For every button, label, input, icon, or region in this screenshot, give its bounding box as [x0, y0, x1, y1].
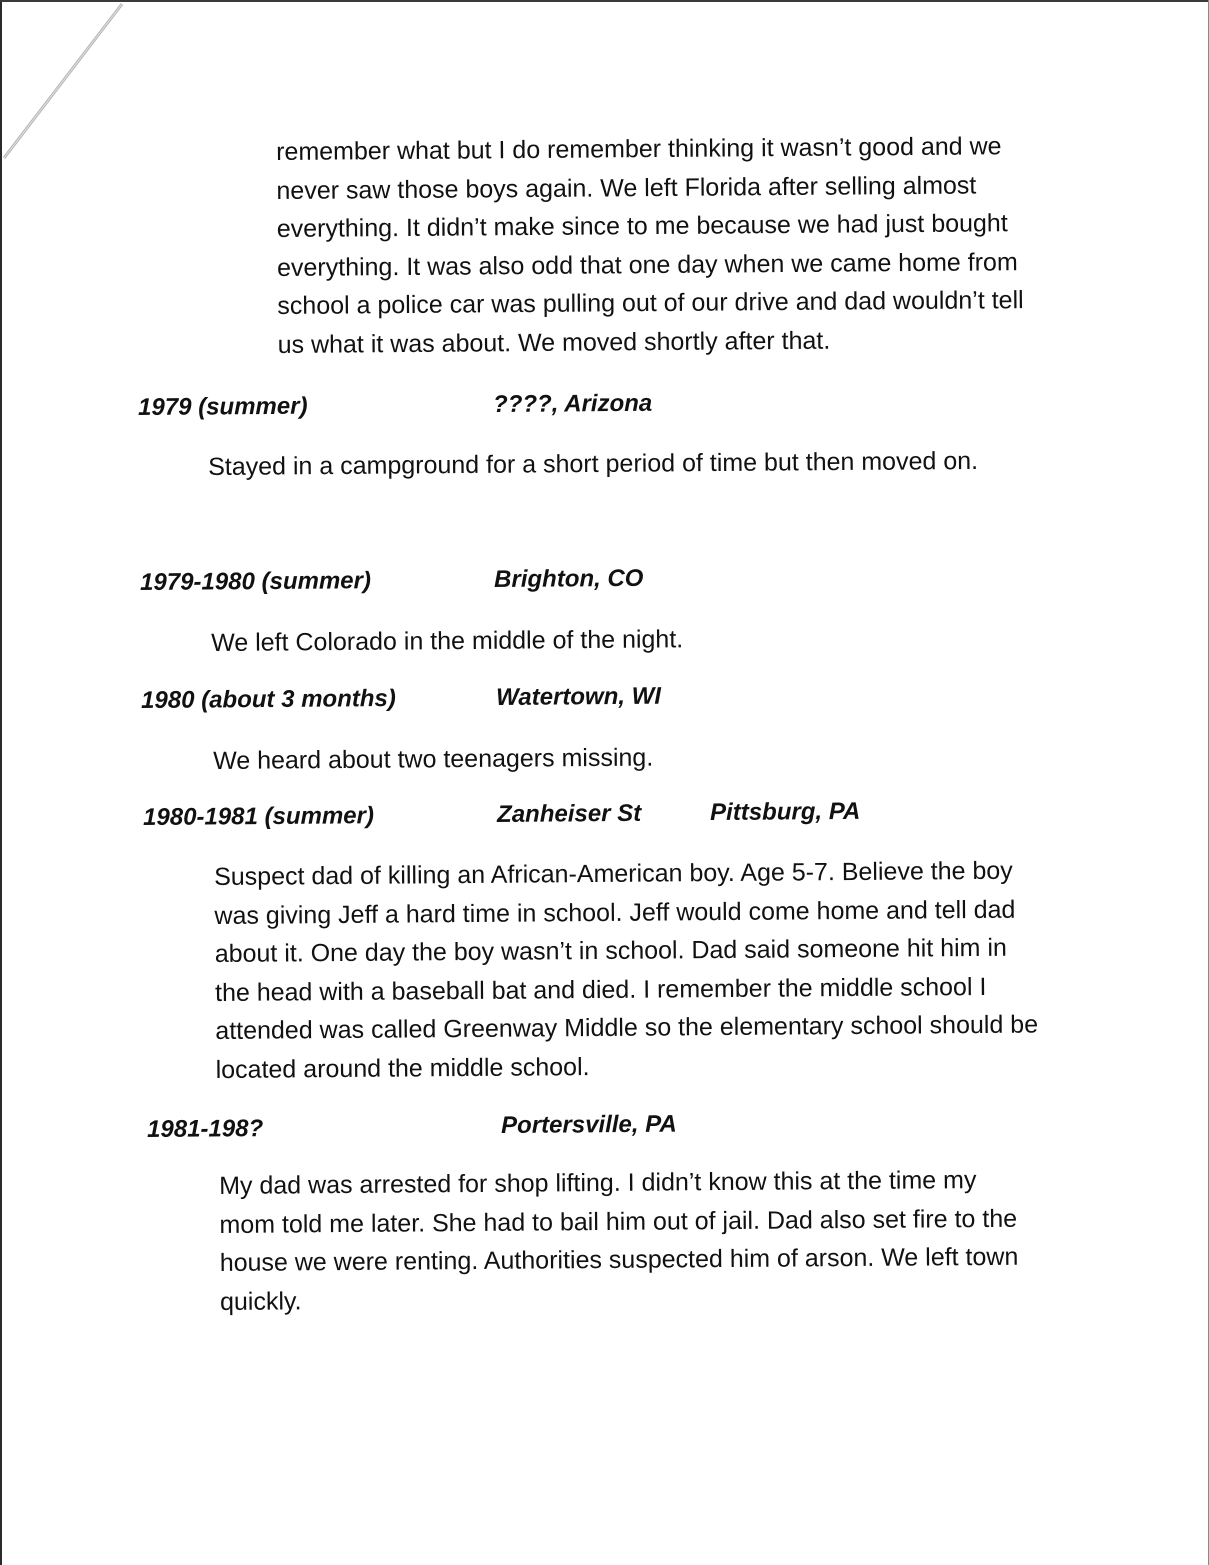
text-line: never saw those boys again. We left Florida after selling almost — [276, 171, 977, 205]
entry-text — [208, 442, 978, 487]
entry-street: Zanheiser St — [497, 799, 642, 828]
text-line: We left Colorado in the middle of the night. — [211, 625, 684, 657]
text-line: We heard about two teenagers missing. — [213, 743, 654, 775]
entry-text — [211, 620, 683, 662]
entry-text — [219, 1161, 1019, 1321]
text-line: attended was called Greenway Middle so the elementary school should be — [215, 1010, 1039, 1045]
entry-place: Brighton, CO — [494, 564, 644, 593]
intro-paragraph — [276, 127, 1024, 364]
text-line: quickly. — [219, 1286, 302, 1316]
entry-place: Watertown, WI — [496, 682, 662, 711]
entry-date: 1979 (summer) — [138, 392, 308, 421]
text-line: was giving Jeff a hard time in school. Jeff would come home and tell dad — [214, 895, 1016, 930]
scan-edge-left — [0, 0, 2, 1565]
text-line: house we were renting. Authorities suspected him of arson. We left town — [219, 1242, 1019, 1277]
text-line: Suspect dad of killing an African-American boy. Age 5-7. Believe the boy — [214, 856, 1013, 891]
entry-date: 1980 (about 3 months) — [141, 684, 396, 714]
text-line: the head with a baseball bat and died. I remember the middle school I — [214, 972, 987, 1007]
entry-date: 1979-1980 (summer) — [140, 567, 372, 596]
text-line: My dad was arrested for shop lifting. I didn’t know this at the time my — [219, 1166, 977, 1200]
scan-edge-top — [0, 0, 1209, 2]
text-line: everything. It didn’t make since to me because we had just bought — [276, 209, 1008, 243]
text-line: us what it was about. We moved shortly after that. — [277, 326, 831, 359]
entry-date: 1981-198? — [147, 1115, 264, 1143]
entry-date: 1980-1981 (summer) — [143, 802, 375, 831]
entry-text — [213, 739, 653, 781]
entry-text — [214, 852, 1039, 1089]
text-line: remember what but I do remember thinking it wasn’t good and we — [276, 132, 1002, 166]
entry-place: Pittsburg, PA — [710, 797, 861, 826]
text-line: about it. One day the boy wasn’t in school. Dad said someone hit him in — [214, 933, 1007, 968]
text-line: everything. It was also odd that one day when we came home from — [276, 247, 1018, 282]
entry-place: Portersville, PA — [501, 1110, 677, 1139]
entry-place: ????, Arizona — [493, 389, 653, 418]
text-line: school a police car was pulling out of our drive and dad wouldn’t tell — [277, 286, 1024, 320]
text-line: located around the middle school. — [215, 1052, 590, 1084]
text-line: mom told me later. She had to bail him out of jail. Dad also set fire to the — [219, 1204, 1018, 1239]
page-fold-mark — [0, 0, 140, 170]
text-line: Stayed in a campground for a short period of time but then moved on. — [208, 446, 979, 481]
